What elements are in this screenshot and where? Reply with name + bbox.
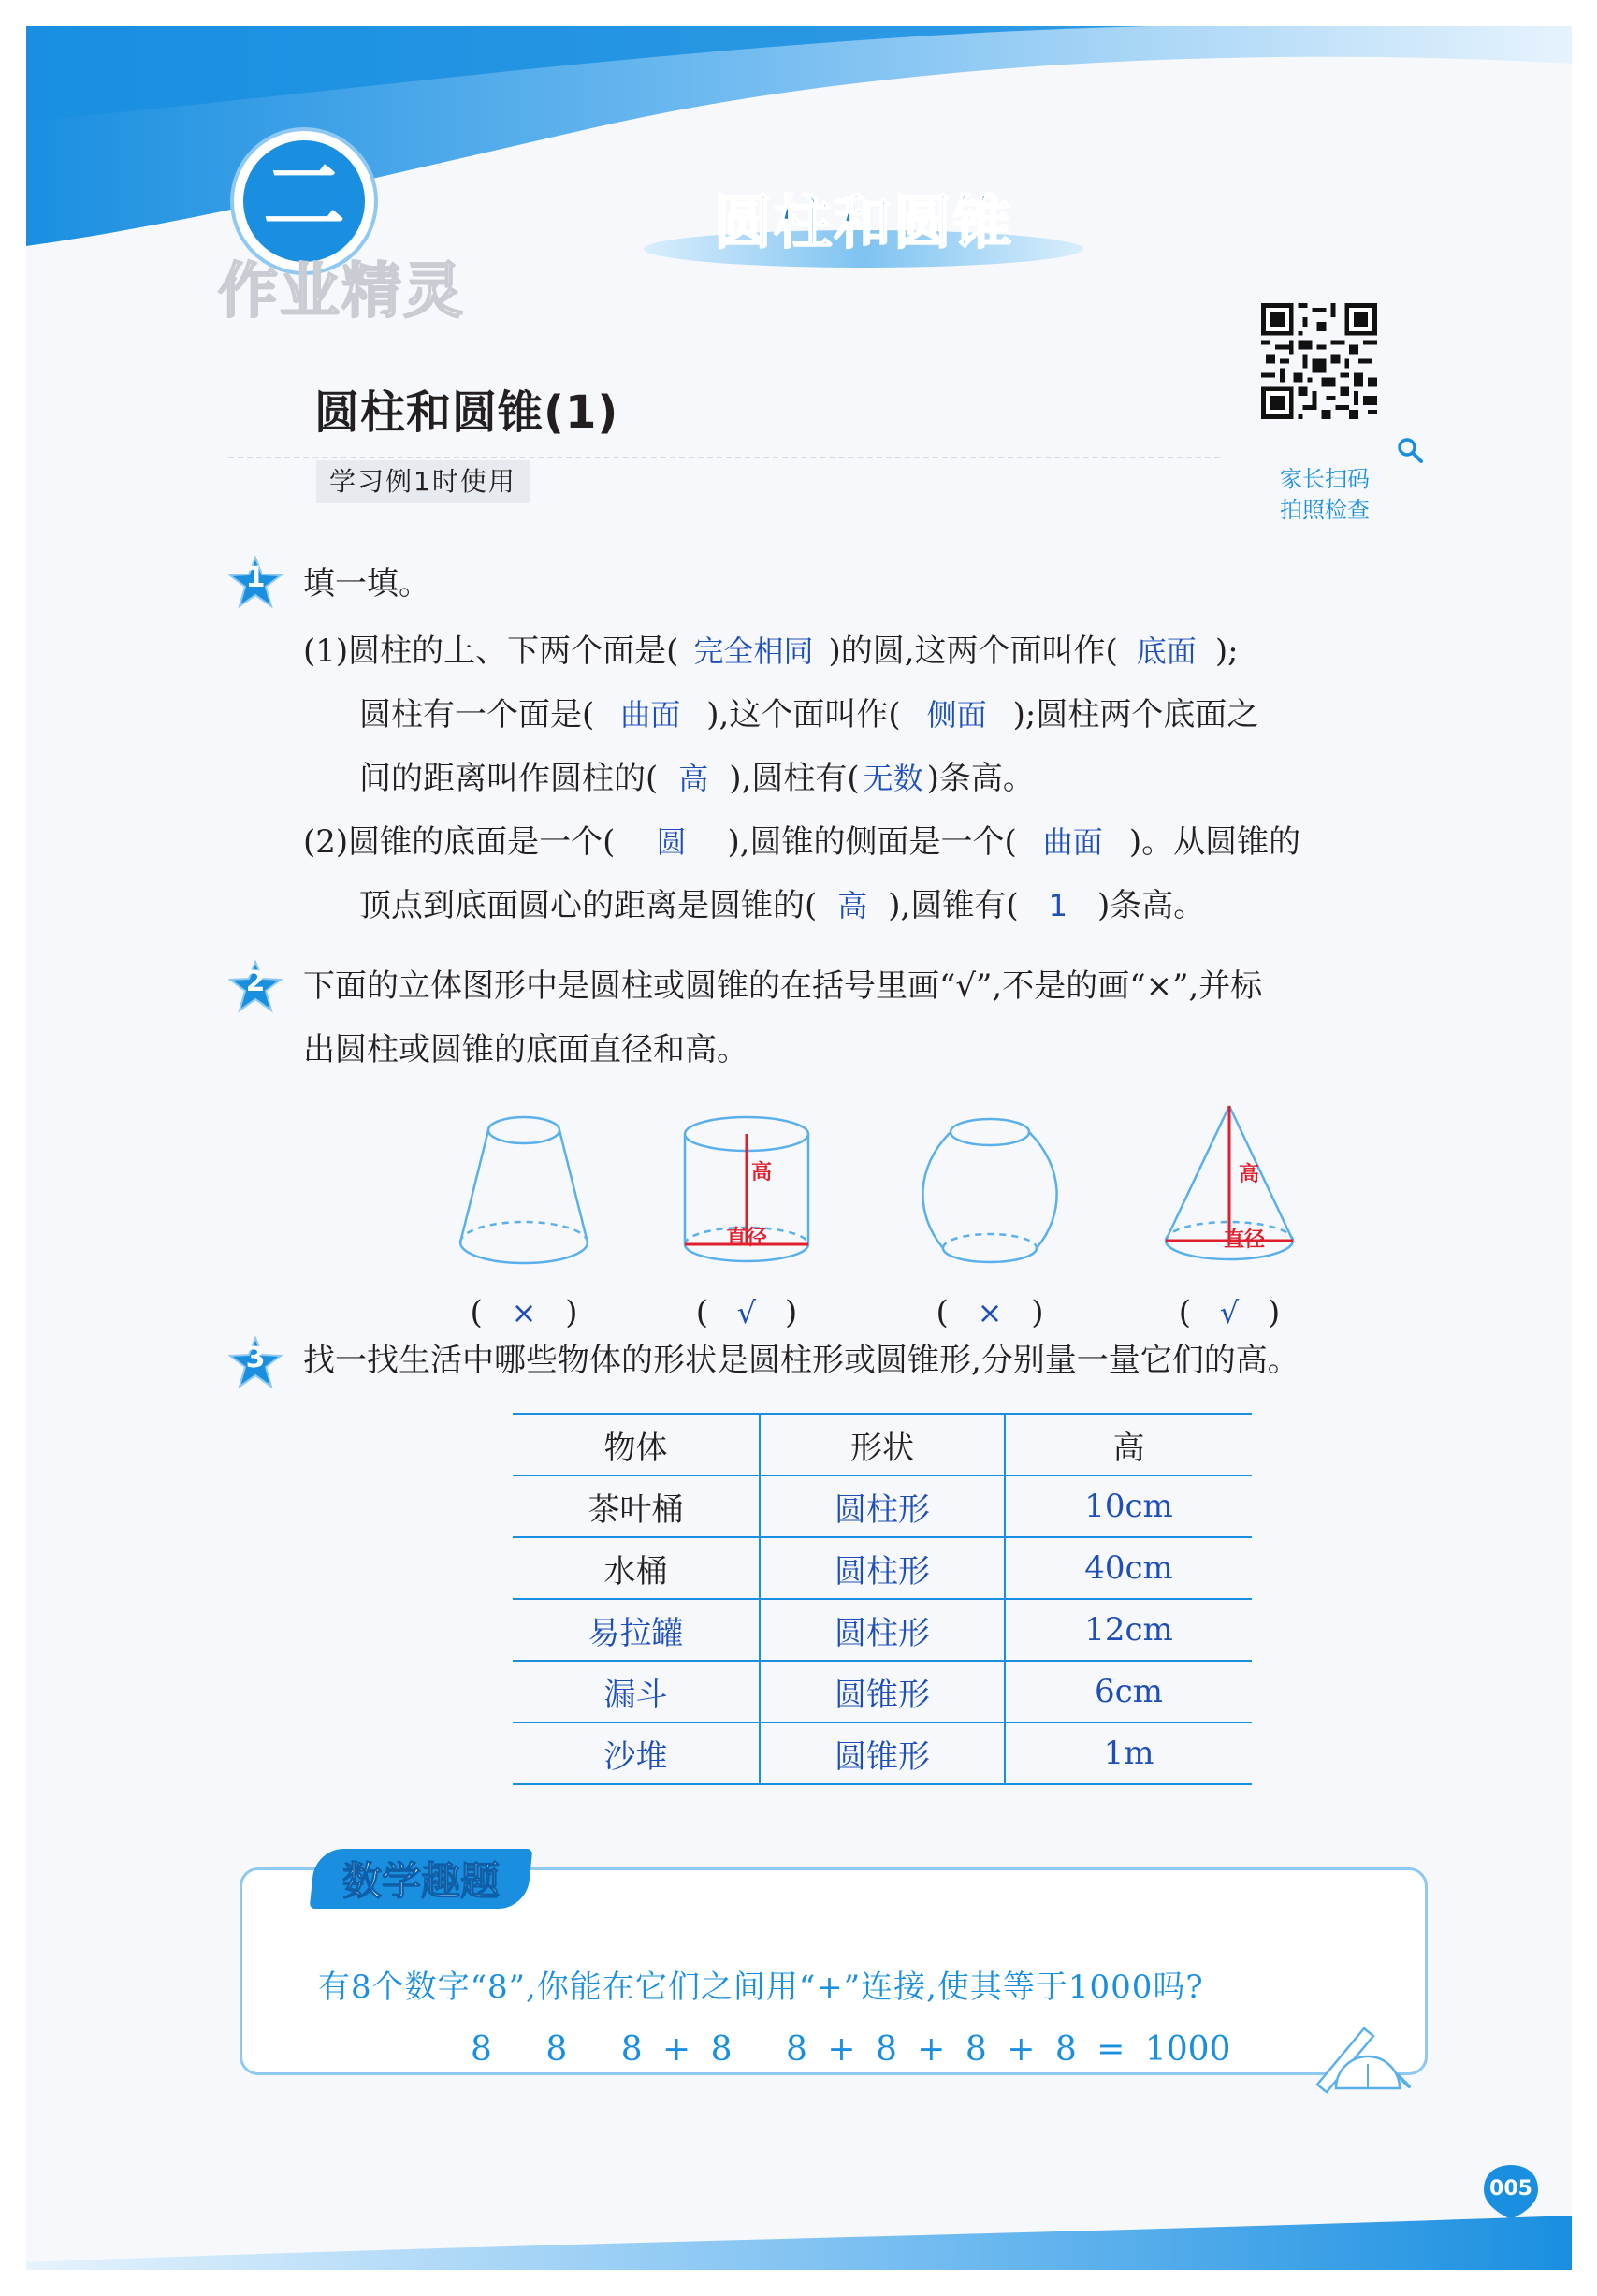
footer-band: [26, 2206, 1572, 2270]
q1-line4: [303, 821, 1300, 863]
q3-prompt: 找一找生活中哪些物体的形状是圆柱形或圆锥形,分别量一量它们的高。: [303, 1342, 1299, 1379]
ruler-protractor-icon: [1308, 2019, 1411, 2094]
table-header-row: [513, 1414, 1252, 1475]
qr-caption: [1259, 464, 1390, 526]
cell-shape[interactable]: 圆锥形: [760, 1722, 1005, 1784]
q2-line1: 下面的立体图形中是圆柱或圆锥的在括号里画“√”,不是的画“×”,并标: [303, 967, 1263, 1005]
cell-height[interactable]: 10cm: [1005, 1475, 1252, 1537]
q1-line3: [359, 758, 1035, 799]
mark-cylinder[interactable]: ( √ ): [695, 1294, 798, 1331]
text: 间的距离叫作圆柱的(: [359, 760, 659, 797]
unit-number: 二: [262, 149, 345, 245]
cell-height[interactable]: 1m: [1005, 1722, 1252, 1784]
magnifier-icon: [1396, 436, 1424, 464]
page-number: 005: [1489, 2177, 1532, 2201]
col-header-shape: 形状: [760, 1414, 1005, 1475]
cell-shape[interactable]: 圆柱形: [760, 1475, 1005, 1537]
text: )。从圆锥的: [1128, 823, 1301, 861]
table-row: [513, 1661, 1252, 1722]
answer-mark: √: [736, 1295, 757, 1330]
q1-line2: [359, 694, 1258, 735]
mark-barrel[interactable]: ( × ): [936, 1294, 1044, 1331]
mark-frustum[interactable]: ( × ): [470, 1294, 578, 1331]
q1-line5: [359, 885, 1205, 926]
answer[interactable]: 圆: [656, 824, 687, 860]
label-height: 高: [751, 1161, 773, 1184]
text: )条高。: [926, 760, 1035, 797]
text: (1)圆柱的上、下两个面是(: [303, 632, 679, 670]
question-number: 1: [245, 561, 266, 594]
text: 顶点到底面圆心的距离是圆锥的(: [359, 887, 818, 924]
answer[interactable]: 曲面: [1042, 824, 1103, 860]
label-diameter: 直径: [726, 1227, 768, 1250]
text: 圆柱有一个面是(: [359, 696, 595, 734]
answer[interactable]: 曲面: [620, 697, 681, 733]
qr-code[interactable]: [1244, 286, 1394, 436]
cell-height[interactable]: 40cm: [1005, 1537, 1252, 1599]
figure-frustum: [449, 1112, 599, 1271]
chapter-title-block: [644, 176, 1083, 288]
text: );: [1214, 632, 1239, 670]
figure-barrel: [915, 1112, 1065, 1280]
answer-mark: ×: [511, 1295, 537, 1330]
q1-line1: [303, 631, 1239, 672]
mark-cone[interactable]: ( √ ): [1178, 1294, 1281, 1331]
text: ),圆锥的侧面是一个(: [727, 823, 1017, 861]
q1-prompt: 填一填。: [303, 565, 430, 603]
figure-cylinder: [672, 1112, 821, 1289]
answer-mark: ×: [977, 1295, 1003, 1330]
question-badge-1: [228, 556, 283, 610]
question-number: 2: [245, 966, 266, 998]
objects-table: [513, 1413, 1252, 1785]
table-row: [513, 1722, 1252, 1784]
table-row: [513, 1599, 1252, 1661]
text: )的圆,这两个面叫作(: [828, 632, 1118, 670]
cell-object: 水桶: [513, 1537, 760, 1599]
answer-mark: √: [1219, 1295, 1240, 1330]
label-height: 高: [1239, 1163, 1260, 1186]
answer[interactable]: 高: [837, 888, 868, 923]
text: );圆柱两个底面之: [1012, 696, 1259, 734]
text: ),圆锥有(: [888, 887, 1019, 924]
qr-caption-line1: 家长扫码: [1280, 466, 1370, 492]
cell-object[interactable]: 漏斗: [513, 1661, 760, 1722]
usage-note: 学习例1时使用: [316, 460, 530, 503]
question-badge-3: [228, 1336, 283, 1390]
col-header-height: 高: [1005, 1414, 1252, 1475]
table-row: [513, 1537, 1252, 1599]
fun-math-answer[interactable]: 8 8 8 + 8 8 + 8 + 8 + 8 = 1000: [471, 2030, 1231, 2069]
text: ),这个面叫作(: [706, 696, 901, 734]
question-badge-2: [228, 960, 283, 1014]
qr-caption-line2: 拍照检查: [1280, 497, 1370, 523]
answer[interactable]: 侧面: [926, 697, 987, 733]
answer[interactable]: 无数: [863, 761, 923, 796]
answer[interactable]: 底面: [1136, 633, 1197, 669]
cell-object[interactable]: 易拉罐: [513, 1599, 760, 1661]
cell-height[interactable]: 12cm: [1005, 1599, 1252, 1661]
text: ),圆柱有(: [729, 760, 860, 797]
title-divider: [228, 457, 1220, 458]
cell-shape[interactable]: 圆锥形: [760, 1661, 1005, 1722]
fun-math-title: 数学趣题: [341, 1858, 500, 1904]
text: (2)圆锥的底面是一个(: [303, 823, 616, 861]
label-diameter: 直径: [1224, 1228, 1266, 1252]
cell-height[interactable]: 6cm: [1005, 1661, 1252, 1722]
cell-shape[interactable]: 圆柱形: [760, 1537, 1005, 1599]
answer[interactable]: 高: [678, 761, 709, 796]
q2-line2: 出圆柱或圆锥的底面直径和高。: [303, 1031, 748, 1068]
answer[interactable]: 1: [1048, 888, 1067, 923]
question-number: 3: [245, 1342, 266, 1374]
fun-math-question: 有8个数字“8”,你能在它们之间用“+”连接,使其等于1000吗?: [318, 1969, 1204, 2006]
lesson-title: 圆柱和圆锥(1): [314, 386, 619, 439]
workbook-page: [26, 26, 1572, 2270]
qr-pattern: [1261, 303, 1377, 419]
cell-object: 茶叶桶: [513, 1475, 760, 1537]
cell-object[interactable]: 沙堆: [513, 1722, 760, 1784]
cell-shape[interactable]: 圆柱形: [760, 1599, 1005, 1661]
col-header-object: 物体: [513, 1414, 760, 1475]
text: )条高。: [1096, 887, 1206, 924]
logo-watermark: 作业精灵: [218, 257, 465, 327]
answer[interactable]: 完全相同: [693, 633, 814, 669]
table-row: [513, 1475, 1252, 1537]
chapter-title: 圆柱和圆锥: [713, 188, 1013, 256]
